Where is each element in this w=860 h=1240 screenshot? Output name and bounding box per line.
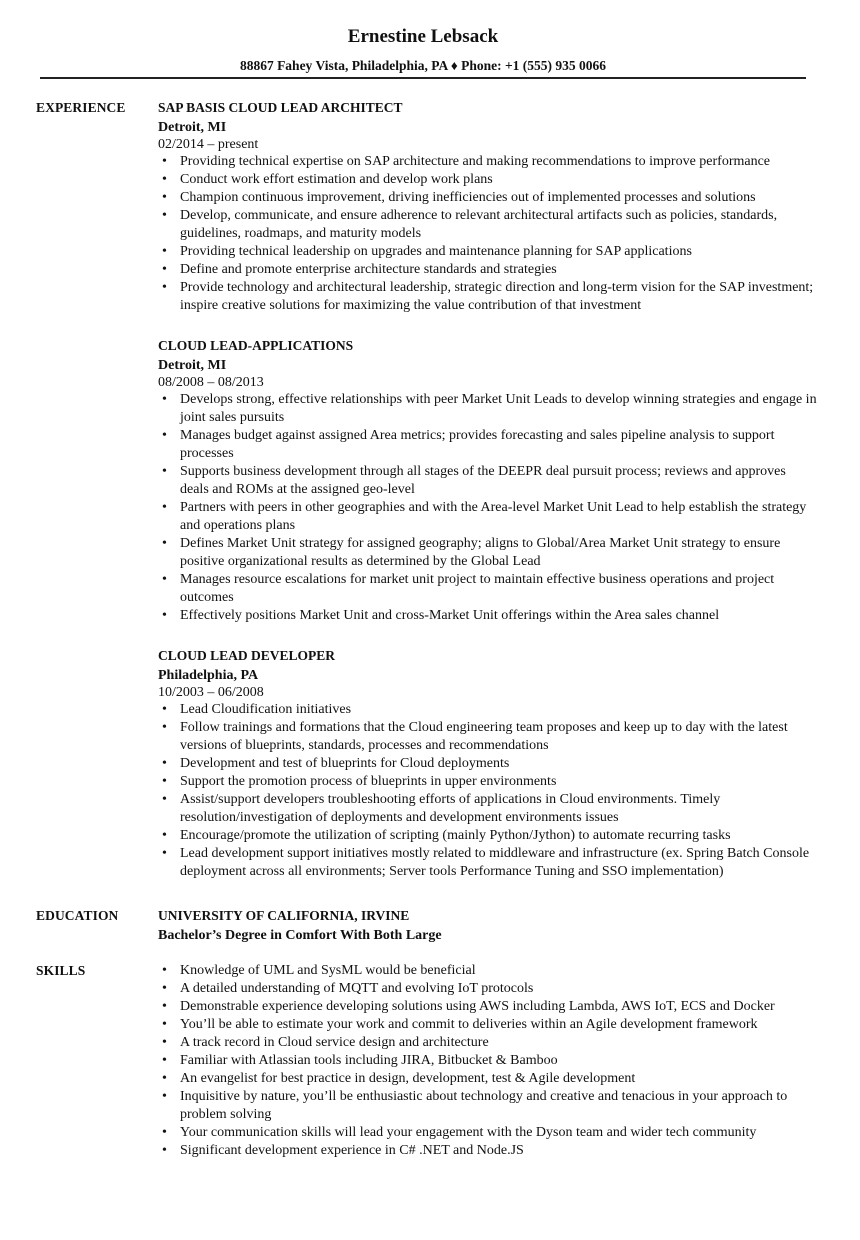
education-section	[36, 907, 820, 945]
degree-name: Bachelor’s Degree in Comfort With Both Large	[158, 928, 442, 943]
candidate-name: Ernestine Lebsack	[347, 26, 499, 47]
job-location: Philadelphia, PA	[158, 668, 259, 683]
bullet-item: • Conduct work effort estimation and develop work plans	[158, 171, 818, 189]
bullet-item: • Lead Cloudification initiatives	[158, 701, 818, 719]
bullet-item: • Supports business development through all stages of the DEEPR deal pursuit process; reviews and approves deals and ROMs at the assigned geo-level	[158, 463, 818, 499]
job-entry	[158, 647, 818, 881]
job-location: Detroit, MI	[158, 358, 227, 373]
skill-item: • Your communication skills will lead your engagement with the Dyson team and wider tech community	[158, 1124, 818, 1142]
job-title: CLOUD LEAD-APPLICATIONS	[158, 338, 354, 353]
bullet-item: • Effectively positions Market Unit and cross-Market Unit offerings within the Area sales channel	[158, 607, 818, 625]
experience-body	[158, 99, 818, 881]
skill-item: • A detailed understanding of MQTT and evolving IoT protocols	[158, 980, 818, 998]
experience-section	[36, 99, 820, 903]
skill-item: • A track record in Cloud service design and architecture	[158, 1034, 818, 1052]
bullet-item: • Manages resource escalations for market unit project to maintain effective business operations and project outcomes	[158, 571, 818, 607]
job-dates: 08/2008 – 08/2013	[158, 375, 264, 390]
header-divider	[40, 77, 806, 79]
bullet-item: • Champion continuous improvement, driving inefficiencies out of implemented processes and solutions	[158, 189, 818, 207]
skill-item: • Knowledge of UML and SysML would be beneficial	[158, 962, 818, 980]
bullet-item: • Assist/support developers troubleshooting efforts of applications in Cloud environments. Timely resolution/investigation of deployments and development environments issues	[158, 791, 818, 827]
bullet-item: • Develop, communicate, and ensure adherence to relevant architectural artifacts such as policies, standards, guidelines, roadmaps, and maturity models	[158, 207, 818, 243]
bullet-item: • Providing technical expertise on SAP architecture and making recommendations to improve performance	[158, 153, 818, 171]
bullet-item: • Lead development support initiatives mostly related to middleware and infrastructure (ex. Spring Batch Console deployment across all environments; Server tools Performance Tuning and SSO implementation)	[158, 845, 818, 881]
bullet-item: • Develops strong, effective relationships with peer Market Unit Leads to develop winning strategies and engage in joint sales pursuits	[158, 391, 818, 427]
job-dates: 02/2014 – present	[158, 137, 259, 152]
skill-item: • You’ll be able to estimate your work and commit to deliveries within an Agile development framework	[158, 1016, 818, 1034]
job-bullets	[158, 701, 818, 881]
bullet-item: • Manages budget against assigned Area metrics; provides forecasting and sales pipeline analysis to support processes	[158, 427, 818, 463]
bullet-item: • Define and promote enterprise architecture standards and strategies	[158, 261, 818, 279]
job-dates: 10/2003 – 06/2008	[158, 685, 264, 700]
job-bullets	[158, 391, 818, 625]
job-entry	[158, 99, 818, 315]
job-bullets	[158, 153, 818, 315]
job-entry	[158, 337, 818, 625]
resume-header	[40, 24, 806, 75]
bullet-item: • Defines Market Unit strategy for assigned geography; aligns to Global/Area Market Unit strategy to ensure positive organizational results as determined by the Global Lead	[158, 535, 818, 571]
skill-item: • An evangelist for best practice in design, development, test & Agile development	[158, 1070, 818, 1088]
skills-section	[36, 962, 820, 1160]
job-title: SAP BASIS CLOUD LEAD ARCHITECT	[158, 100, 403, 115]
bullet-item: • Partners with peers in other geographies and with the Area-level Market Unit Lead to help establish the strategy and operations plans	[158, 499, 818, 535]
bullet-item: • Provide technology and architectural leadership, strategic direction and long-term vision for the SAP investment; inspire creative solutions for maximizing the value contribution of that investment	[158, 279, 818, 315]
skills-body	[158, 962, 818, 1160]
skills-label: SKILLS	[36, 963, 86, 978]
bullet-item: • Providing technical leadership on upgrades and maintenance planning for SAP applications	[158, 243, 818, 261]
experience-label: EXPERIENCE	[36, 100, 126, 115]
job-title: CLOUD LEAD DEVELOPER	[158, 648, 336, 663]
bullet-item: • Encourage/promote the utilization of scripting (mainly Python/Jython) to automate recurring tasks	[158, 827, 818, 845]
education-body	[158, 907, 818, 945]
skill-item: • Significant development experience in C# .NET and Node.JS	[158, 1142, 818, 1160]
skill-item: • Familiar with Atlassian tools including JIRA, Bitbucket & Bamboo	[158, 1052, 818, 1070]
contact-line: 88867 Fahey Vista, Philadelphia, PA ♦ Phone: +1 (555) 935 0066	[239, 58, 607, 73]
bullet-item: • Support the promotion process of blueprints in upper environments	[158, 773, 818, 791]
bullet-item: • Follow trainings and formations that the Cloud engineering team proposes and keep up to day with the latest versions of blueprints, standards, processes and recommendations	[158, 719, 818, 755]
skill-item: • Inquisitive by nature, you’ll be enthusiastic about technology and creative and tenacious in your approach to problem solving	[158, 1088, 818, 1124]
school-name: UNIVERSITY OF CALIFORNIA, IRVINE	[158, 908, 410, 923]
skills-bullets	[158, 962, 818, 1160]
education-label: EDUCATION	[36, 908, 119, 923]
bullet-item: • Development and test of blueprints for Cloud deployments	[158, 755, 818, 773]
skill-item: • Demonstrable experience developing solutions using AWS including Lambda, AWS IoT, ECS and Docker	[158, 998, 818, 1016]
job-location: Detroit, MI	[158, 120, 227, 135]
